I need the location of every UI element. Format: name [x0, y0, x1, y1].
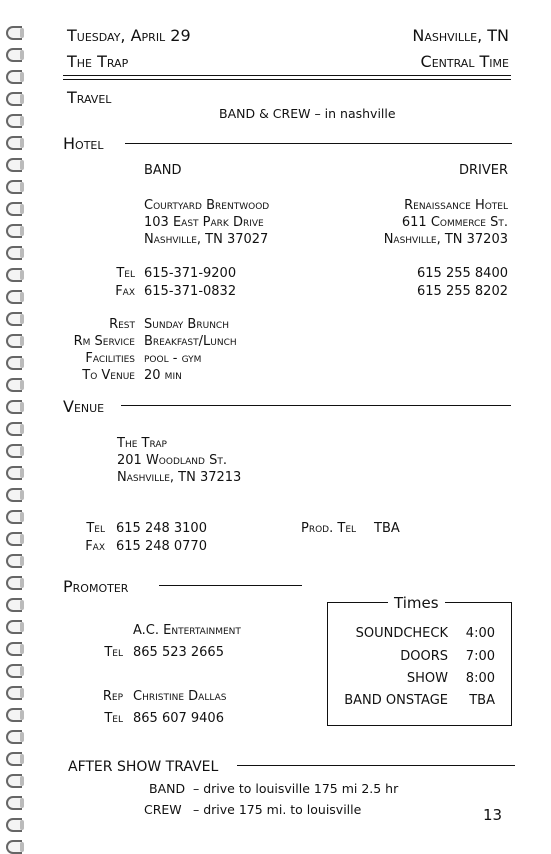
driver-tel: 615 255 8400	[417, 266, 508, 281]
hotel-band-label: BAND	[144, 163, 182, 178]
time-label-band-onstage: BAND ONSTAGE	[344, 693, 448, 708]
spiral-ring	[6, 708, 22, 722]
detail-value-rest: Sunday Brunch	[144, 317, 229, 332]
after-show-band-label: BAND	[149, 781, 186, 796]
spiral-ring	[6, 664, 22, 678]
spiral-ring	[6, 796, 22, 810]
detail-label-room-service: Rm Service	[73, 334, 135, 349]
venue-fax-label: Fax	[85, 539, 105, 554]
venue-city: Nashville, TN 37213	[117, 470, 242, 485]
after-show-crew-label: CREW	[144, 802, 182, 817]
time-value-soundcheck: 4:00	[465, 626, 495, 641]
spiral-ring	[6, 532, 22, 546]
header-rule-top	[63, 75, 511, 76]
venue-address: 201 Woodland St.	[117, 453, 227, 468]
time-label-show: SHOW	[406, 671, 448, 686]
prod-tel: TBA	[374, 521, 400, 536]
spiral-ring	[6, 290, 22, 304]
spiral-ring	[6, 268, 22, 282]
venue-tel: 615 248 3100	[116, 521, 207, 536]
spiral-ring	[6, 334, 22, 348]
band-fax-label: Fax	[115, 284, 135, 299]
spiral-ring	[6, 752, 22, 766]
hotel-driver-label: DRIVER	[458, 163, 508, 178]
band-hotel-address: 103 East Park Drive	[144, 215, 264, 230]
spiral-ring	[6, 466, 22, 480]
spiral-binding	[0, 0, 40, 854]
promoter-rule	[159, 585, 302, 586]
spiral-ring	[6, 840, 22, 854]
time-value-band-onstage: TBA	[469, 693, 495, 708]
spiral-ring	[6, 70, 22, 84]
promoter-rep-label: Rep	[102, 689, 123, 704]
header-venue: The Trap	[67, 52, 129, 71]
after-show-heading: AFTER SHOW TRAVEL	[68, 759, 219, 775]
spiral-ring	[6, 730, 22, 744]
header-timezone: Central Time	[420, 52, 509, 71]
promoter-company: A.C. Entertainment	[133, 623, 241, 638]
spiral-ring	[6, 400, 22, 414]
venue-heading: Venue	[63, 397, 105, 416]
time-value-doors: 7:00	[465, 649, 495, 664]
header-date: Tuesday, April 29	[67, 26, 191, 45]
prod-tel-label: Prod. Tel	[301, 521, 357, 536]
venue-rule	[121, 405, 511, 406]
spiral-ring	[6, 202, 22, 216]
spiral-ring	[6, 180, 22, 194]
spiral-ring	[6, 246, 22, 260]
promoter-rep-tel: 865 607 9406	[133, 711, 224, 726]
header-city: Nashville, TN	[412, 26, 509, 45]
detail-label-facilities: Facilities	[85, 351, 135, 366]
promoter-rep: Christine Dallas	[133, 689, 227, 704]
band-tel-label: Tel	[116, 266, 135, 281]
after-show-rule	[237, 765, 515, 766]
spiral-ring	[6, 576, 22, 590]
venue-tel-label: Tel	[86, 521, 105, 536]
spiral-ring	[6, 818, 22, 832]
venue-name: The Trap	[117, 436, 167, 451]
travel-note: BAND & CREW – in nashville	[219, 106, 396, 121]
detail-label-rest: Rest	[109, 317, 135, 332]
hotel-heading: Hotel	[63, 134, 104, 153]
band-hotel-name: Courtyard Brentwood	[144, 198, 270, 213]
detail-value-facilities: pool - gym	[144, 351, 202, 366]
page-number: 13	[483, 806, 503, 824]
spiral-ring	[6, 158, 22, 172]
detail-value-to-venue: 20 min	[144, 368, 182, 383]
after-show-band-text: – drive to louisville 175 mi 2.5 hr	[193, 781, 399, 796]
spiral-ring	[6, 92, 22, 106]
spiral-ring	[6, 510, 22, 524]
driver-fax: 615 255 8202	[417, 284, 508, 299]
spiral-ring	[6, 224, 22, 238]
spiral-ring	[6, 48, 22, 62]
spiral-ring	[6, 356, 22, 370]
times-title: Times	[388, 594, 445, 612]
spiral-ring	[6, 378, 22, 392]
spiral-ring	[6, 774, 22, 788]
driver-hotel-name: Renaissance Hotel	[404, 198, 508, 213]
promoter-heading: Promoter	[63, 577, 129, 596]
after-show-crew-text: – drive 175 mi. to louisville	[193, 802, 362, 817]
spiral-ring	[6, 488, 22, 502]
driver-hotel-city: Nashville, TN 37203	[383, 232, 508, 247]
venue-fax: 615 248 0770	[116, 539, 207, 554]
promoter-tel: 865 523 2665	[133, 645, 224, 660]
driver-hotel-address: 611 Commerce St.	[401, 215, 508, 230]
promoter-rep-tel-label: Tel	[104, 711, 123, 726]
spiral-ring	[6, 686, 22, 700]
spiral-ring	[6, 620, 22, 634]
spiral-ring	[6, 312, 22, 326]
time-value-show: 8:00	[465, 671, 495, 686]
detail-value-room-service: Breakfast/Lunch	[144, 334, 237, 349]
promoter-tel-label: Tel	[104, 645, 123, 660]
time-label-doors: DOORS	[400, 649, 448, 664]
detail-label-to-venue: To Venue	[82, 368, 135, 383]
spiral-ring	[6, 114, 22, 128]
travel-heading: Travel	[67, 88, 112, 107]
band-hotel-city: Nashville, TN 37027	[144, 232, 269, 247]
spiral-ring	[6, 444, 22, 458]
spiral-ring	[6, 136, 22, 150]
band-tel: 615-371-9200	[144, 266, 237, 281]
header-rule-bottom	[63, 79, 511, 80]
spiral-ring	[6, 422, 22, 436]
hotel-rule	[125, 143, 512, 144]
time-label-soundcheck: SOUNDCHECK	[355, 626, 448, 641]
spiral-ring	[6, 26, 22, 40]
spiral-ring	[6, 598, 22, 612]
spiral-ring	[6, 554, 22, 568]
band-fax: 615-371-0832	[144, 284, 237, 299]
spiral-ring	[6, 642, 22, 656]
